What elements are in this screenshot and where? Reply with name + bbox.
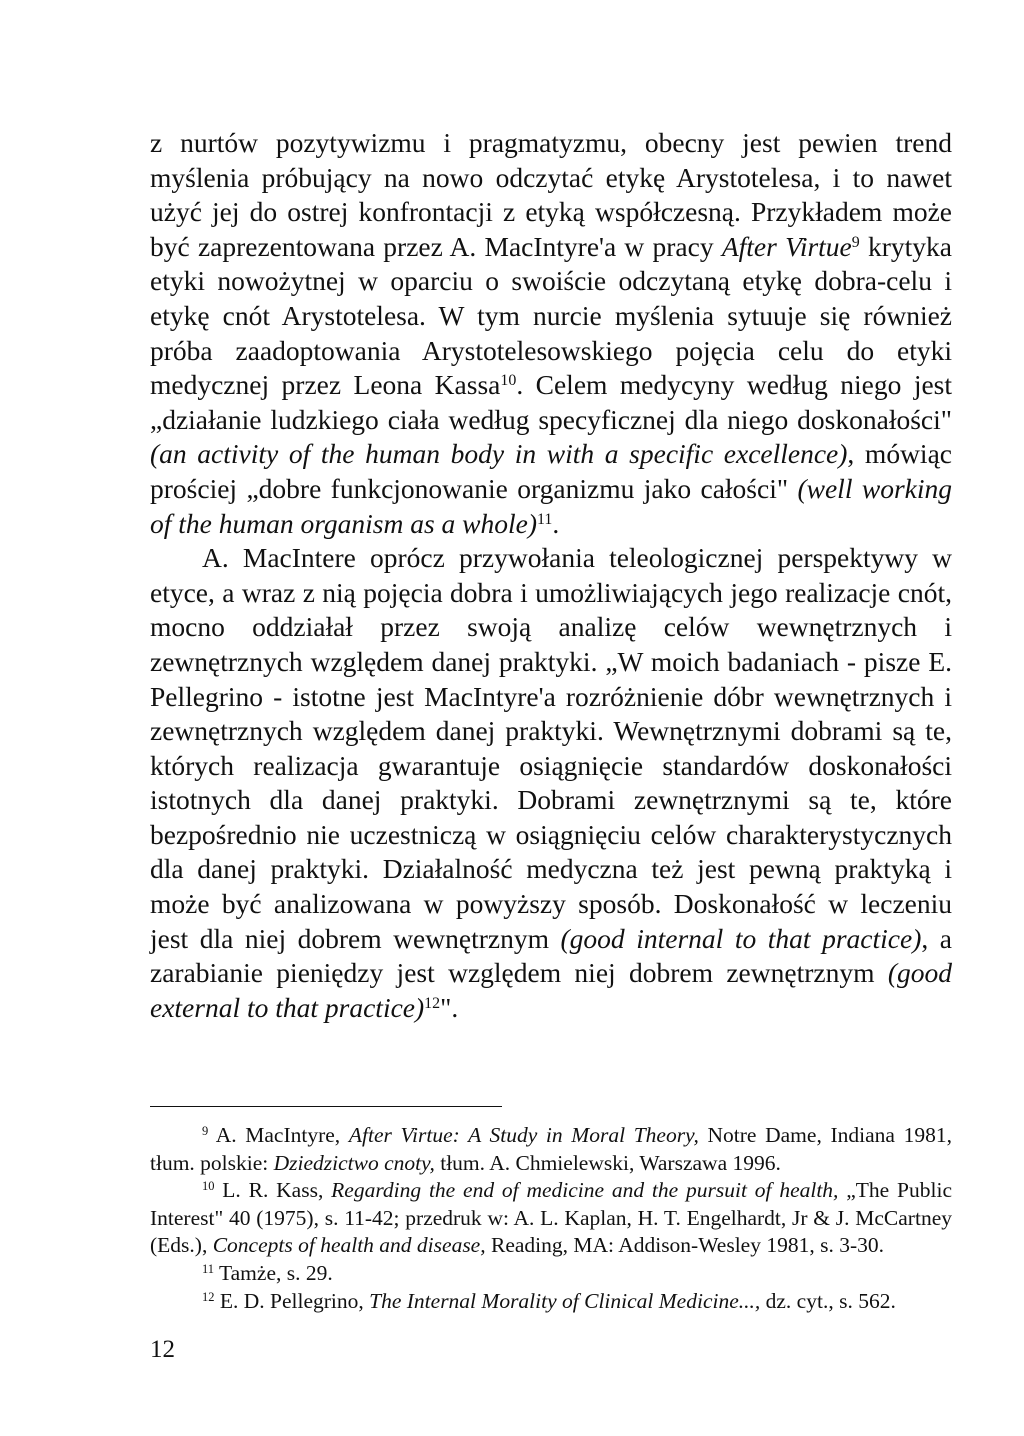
text-run: tłum. A. Chmielewski, Warszawa 1996.	[434, 1150, 781, 1175]
footnote-ref: 9	[202, 1124, 209, 1139]
text-run: krytyka etyki nowożytnej w oparciu o swoiście odczytaną etykę dobra-celu i etykę cnót Arystotelesa. W tym nurcie myślenia sytuuje się również próba zaadoptowania Arystotelesowskiego pojęcia celu do etyki medycznej przez Leona Kassa	[150, 230, 952, 401]
text-run: Notre Dame, Indiana 1981, tłum. polskie:	[150, 1123, 952, 1175]
italic-text: Concepts of health and disease,	[212, 1233, 486, 1258]
text-run: , mówiąc prościej „dobre funkcjonowanie organizmu jako całości"	[150, 438, 952, 504]
footnote-ref: 10	[202, 1179, 215, 1194]
text-run: „The Public Interest" 40 (1975), s. 11-42; przedruk w: A. L. Kaplan, H. T. Engelhardt, Jr & J. McCartney (Eds.),	[150, 1178, 952, 1258]
text-run: A. MacIntere oprócz przywołania teleologicznej perspektywy w etyce, a wraz z nią pojęcia dobra i umożliwiających jego realizacje cnót, mocno oddziałał przez swoją analizę celów wewnętrznych i zewnętrznych względem danej praktyki. „W moich badaniach - pisze E. Pellegrino - istotne jest MacIntyre'a rozróżnienie dóbr wewnętrznych i zewnętrznych względem danej praktyki. Wewnętrznymi dobrami są te, których realizacja gwarantuje osiągnięcie standardów doskonałości istotnych dla danej praktyki. Dobrami zewnętrznymi są te, które bezpośrednio nie uczestniczą w osiągnięciu celów charakterystycznych dla danej praktyki. Działalność medyczna też jest pewną praktyką i może być analizowana w powyższy sposób. Doskonałość w leczeniu jest dla niej dobrem wewnętrznym	[150, 542, 952, 954]
italic-text: (good internal to that practice)	[560, 922, 922, 954]
text-run: , a zarabianie pieniędzy jest względem niej dobrem zewnętrznym	[150, 922, 952, 989]
italic-text: After Virtue: A Study in Moral Theory,	[348, 1123, 699, 1147]
italic-text: Regarding the end of medicine and the pursuit of health,	[331, 1178, 839, 1203]
footnote-separator	[150, 1106, 502, 1107]
footnote-ref: 11	[537, 510, 553, 528]
footnote-ref: 12	[424, 995, 441, 1013]
text-run: z nurtów pozytywizmu i pragmatyzmu, obecny jest pewien trend myślenia próbujący na nowo odczytać etykę Arystotelesa, i to nawet użyć jej do ostrej konfrontacji z etyką współczesną. Przykładem może być zaprezentowana przez A. MacIntyre'a w pracy	[150, 127, 952, 262]
footnote	[150, 1288, 952, 1316]
text-run: Tamże, s. 29.	[214, 1260, 333, 1285]
italic-text: Dziedzictwo cnoty,	[273, 1150, 435, 1175]
italic-text: (an activity of the human body in with a specific excellence)	[150, 438, 848, 470]
text-run: L. R. Kass,	[214, 1178, 332, 1203]
body-text	[150, 126, 952, 1025]
footnote	[150, 1177, 952, 1260]
page-number: 12	[150, 1336, 175, 1363]
paragraph	[150, 541, 952, 1025]
text-run: dz. cyt., s. 562.	[760, 1288, 896, 1313]
italic-text: The Internal Morality of Clinical Medicine...,	[369, 1288, 761, 1313]
text-run: A. MacIntyre,	[208, 1123, 349, 1147]
text-run: .	[552, 507, 560, 539]
text-run: ".	[440, 991, 459, 1023]
footnotes	[150, 1122, 952, 1315]
footnote	[150, 1260, 952, 1288]
footnote-ref: 12	[202, 1289, 215, 1304]
footnote-ref: 11	[202, 1262, 215, 1277]
text-run: E. D. Pellegrino,	[214, 1288, 370, 1313]
footnote-ref: 9	[851, 234, 860, 252]
footnote	[150, 1122, 952, 1177]
text-run: Reading, MA: Addison-Wesley 1981, s. 3-30.	[485, 1233, 884, 1258]
italic-text: (well working of the human organism as a whole)	[150, 472, 952, 539]
italic-text: After Virtue	[721, 230, 852, 262]
paragraph	[150, 126, 952, 541]
footnote-ref: 10	[500, 372, 517, 390]
italic-text: (good external to that practice)	[150, 957, 952, 1023]
text-run: . Celem medycyny według niego jest „działanie ludzkiego ciała według specyficznej dla niego doskonałości"	[150, 369, 953, 435]
